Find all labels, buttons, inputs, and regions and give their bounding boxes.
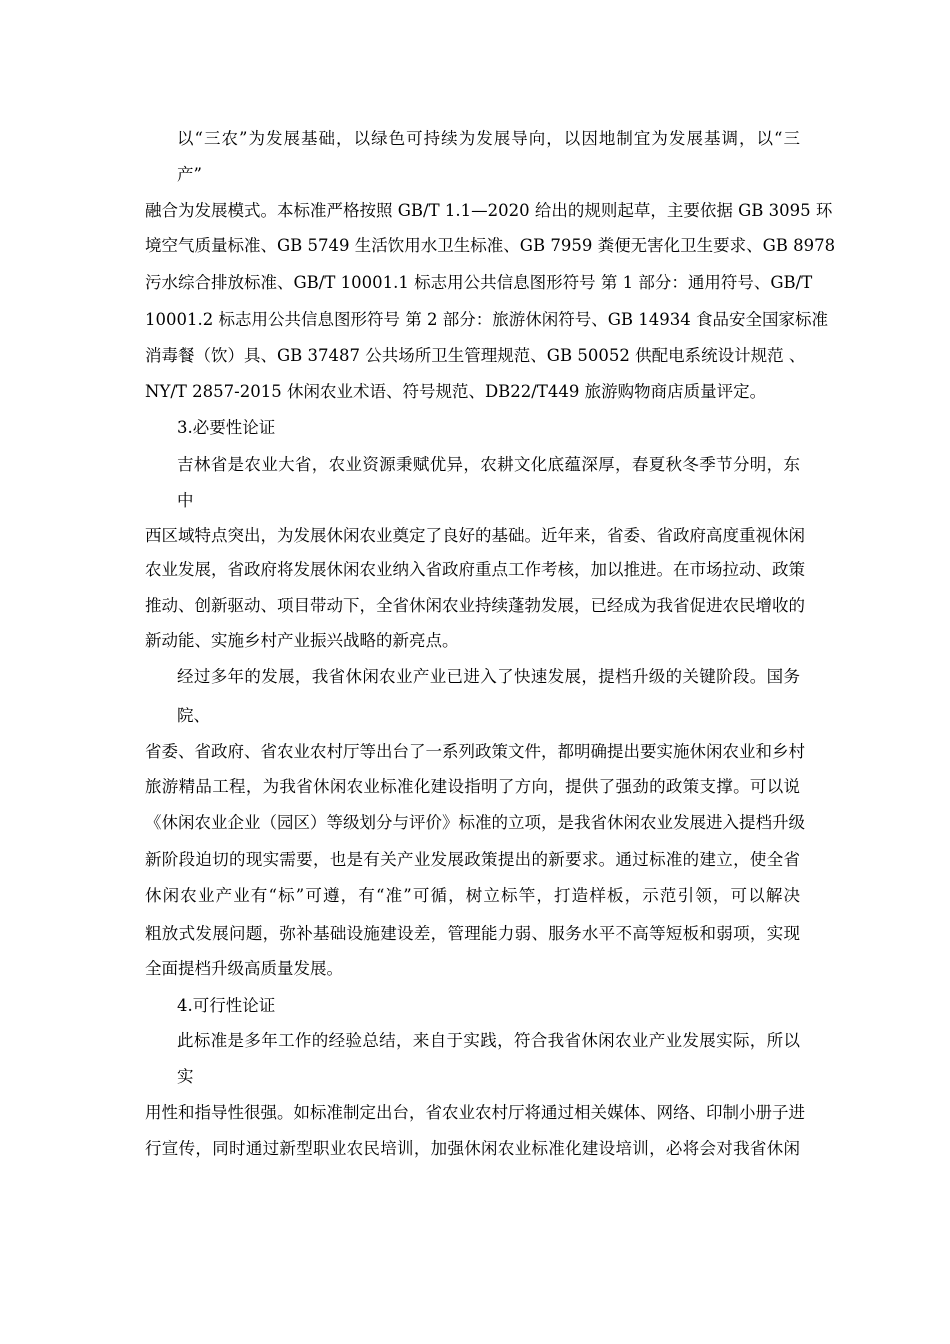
- paragraph-line: 中: [177, 491, 194, 510]
- paragraph-line: 《休闲农业企业（园区）等级划分与评价》标准的立项，是我省休闲农业发展进入提档升级: [145, 813, 805, 832]
- paragraph-line: 消毒餐（饮）具、GB 37487 公共场所卫生管理规范、GB 50052 供配电系统设计规范 、: [145, 346, 806, 365]
- paragraph-line: 西区域特点突出，为发展休闲农业奠定了良好的基础。近年来，省委、省政府高度重视休闲: [145, 526, 805, 545]
- paragraph-line: 实: [177, 1067, 194, 1086]
- paragraph-line: 用性和指导性很强。如标准制定出台，省农业农村厅将通过相关媒体、网络、印制小册子进: [145, 1103, 805, 1122]
- paragraph-line: 休闲农业产业有“标”可遵，有“准”可循，树立标竿，打造样板，示范引领，可以解决: [145, 886, 800, 905]
- section-heading: 3.必要性论证: [177, 418, 276, 437]
- paragraph-line: 粗放式发展问题，弥补基础设施建设差，管理能力弱、服务水平不高等短板和弱项，实现: [145, 924, 800, 943]
- paragraph-line: 污水综合排放标准、GB/T 10001.1 标志用公共信息图形符号 第 1 部分：通用符号、GB/T: [145, 273, 813, 292]
- paragraph-line: 农业发展，省政府将发展休闲农业纳入省政府重点工作考核，加以推进。在市场拉动、政策: [145, 560, 805, 579]
- paragraph-line: 旅游精品工程，为我省休闲农业标准化建设指明了方向，提供了强劲的政策支撑。可以说: [145, 777, 800, 796]
- section-heading: 4.可行性论证: [177, 996, 276, 1015]
- paragraph-line: 全面提档升级高质量发展。: [145, 959, 343, 978]
- paragraph-line: 省委、省政府、省农业农村厅等出台了一系列政策文件，都明确提出要实施休闲农业和乡村: [145, 742, 805, 761]
- paragraph-line: 此标准是多年工作的经验总结，来自于实践，符合我省休闲农业产业发展实际，所以: [177, 1031, 800, 1050]
- paragraph-line: 以“三农”为发展基础，以绿色可持续为发展导向，以因地制宜为发展基调，以“三: [177, 129, 800, 148]
- paragraph-line: 融合为发展模式。本标准严格按照 GB/T 1.1—2020 给出的规则起草，主要依据 GB 3095 环: [145, 201, 833, 220]
- paragraph-line: 新动能、实施乡村产业振兴战略的新亮点。: [145, 631, 459, 650]
- paragraph-line: 行宣传，同时通过新型职业农民培训，加强休闲农业标准化建设培训，必将会对我省休闲: [145, 1139, 800, 1158]
- paragraph-line: 经过多年的发展，我省休闲农业产业已进入了快速发展，提档升级的关键阶段。国务: [177, 667, 800, 686]
- paragraph-line: 境空气质量标准、GB 5749 生活饮用水卫生标准、GB 7959 粪便无害化卫生要求、GB 8978: [145, 236, 836, 255]
- paragraph-line: 新阶段迫切的现实需要，也是有关产业发展政策提出的新要求。通过标准的建立，使全省: [145, 850, 800, 869]
- paragraph-line: 吉林省是农业大省，农业资源秉赋优异，农耕文化底蕴深厚，春夏秋冬季节分明，东: [177, 455, 800, 474]
- paragraph-line: 10001.2 标志用公共信息图形符号 第 2 部分：旅游休闲符号、GB 14934 食品安全国家标准: [145, 310, 828, 329]
- paragraph-line: 院、: [177, 706, 210, 725]
- paragraph-line: NY/T 2857-2015 休闲农业术语、符号规范、DB22/T449 旅游购物商店质量评定。: [145, 382, 767, 401]
- paragraph-line: 推动、创新驱动、项目带动下，全省休闲农业持续蓬勃发展，已经成为我省促进农民增收的: [145, 596, 805, 615]
- paragraph-line: 产”: [177, 165, 202, 184]
